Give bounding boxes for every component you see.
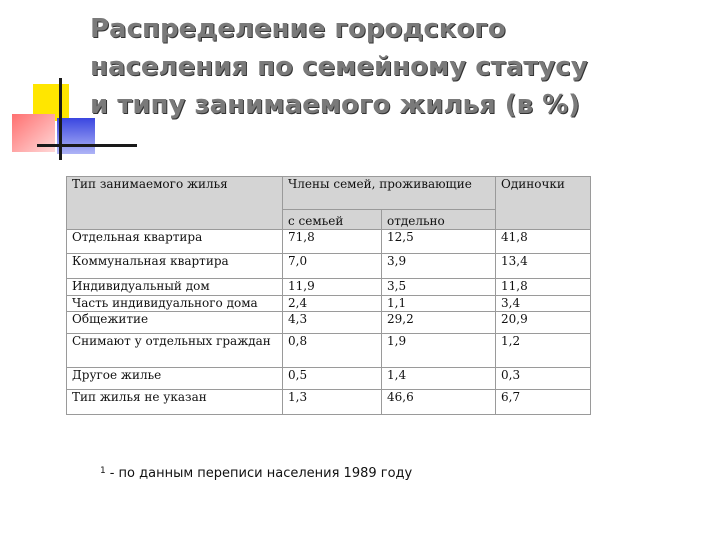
footnote-marker: 1	[100, 466, 106, 476]
cell-singles: 41,8	[496, 230, 591, 254]
footnote-text: - по данным переписи населения 1989 году	[109, 466, 413, 481]
decor-horizontal-line	[37, 144, 137, 147]
table-row	[67, 296, 591, 312]
row-label: Коммунальная квартира	[67, 254, 283, 279]
cell-with-family: 7,0	[283, 254, 382, 279]
row-label: Другое жилье	[67, 368, 283, 390]
cell-separately: 12,5	[382, 230, 496, 254]
table-row	[67, 312, 591, 334]
cell-singles: 13,4	[496, 254, 591, 279]
title-line-3: и типу занимаемого жилья (в %)	[90, 90, 581, 120]
header-family-members: Члены семей, проживающие	[283, 177, 496, 210]
row-label: Индивидуальный дом	[67, 279, 283, 296]
table-row	[67, 254, 591, 279]
cell-with-family: 4,3	[283, 312, 382, 334]
footnote	[100, 466, 412, 481]
cell-separately: 3,5	[382, 279, 496, 296]
table-row	[67, 230, 591, 254]
cell-singles: 0,3	[496, 368, 591, 390]
row-label: Отдельная квартира	[67, 230, 283, 254]
cell-singles: 11,8	[496, 279, 591, 296]
decor-vertical-line	[59, 78, 62, 160]
cell-singles: 1,2	[496, 334, 591, 368]
title-line-2: населения по семейному статусу	[90, 52, 588, 82]
table-row	[67, 368, 591, 390]
cell-separately: 46,6	[382, 390, 496, 415]
cell-with-family: 2,4	[283, 296, 382, 312]
header-housing-type: Тип занимаемого жилья	[67, 177, 283, 230]
cell-with-family: 11,9	[283, 279, 382, 296]
row-label: Часть индивидуального дома	[67, 296, 283, 312]
header-separately: отдельно	[382, 210, 496, 230]
slide-title	[90, 10, 710, 124]
cell-separately: 1,1	[382, 296, 496, 312]
row-label: Общежитие	[67, 312, 283, 334]
cell-with-family: 0,5	[283, 368, 382, 390]
cell-separately: 29,2	[382, 312, 496, 334]
cell-singles: 6,7	[496, 390, 591, 415]
table-row	[67, 390, 591, 415]
row-label: Тип жилья не указан	[67, 390, 283, 415]
cell-separately: 3,9	[382, 254, 496, 279]
cell-with-family: 1,3	[283, 390, 382, 415]
header-singles: Одиночки	[496, 177, 591, 230]
cell-with-family: 71,8	[283, 230, 382, 254]
cell-with-family: 0,8	[283, 334, 382, 368]
cell-singles: 20,9	[496, 312, 591, 334]
cell-separately: 1,4	[382, 368, 496, 390]
table-row	[67, 279, 591, 296]
cell-singles: 3,4	[496, 296, 591, 312]
header-with-family: с семьей	[283, 210, 382, 230]
title-line-1: Распределение городского	[90, 14, 506, 44]
housing-table	[66, 176, 591, 415]
row-label: Снимают у отдельных граждан	[67, 334, 283, 368]
cell-separately: 1,9	[382, 334, 496, 368]
table-row	[67, 334, 591, 368]
